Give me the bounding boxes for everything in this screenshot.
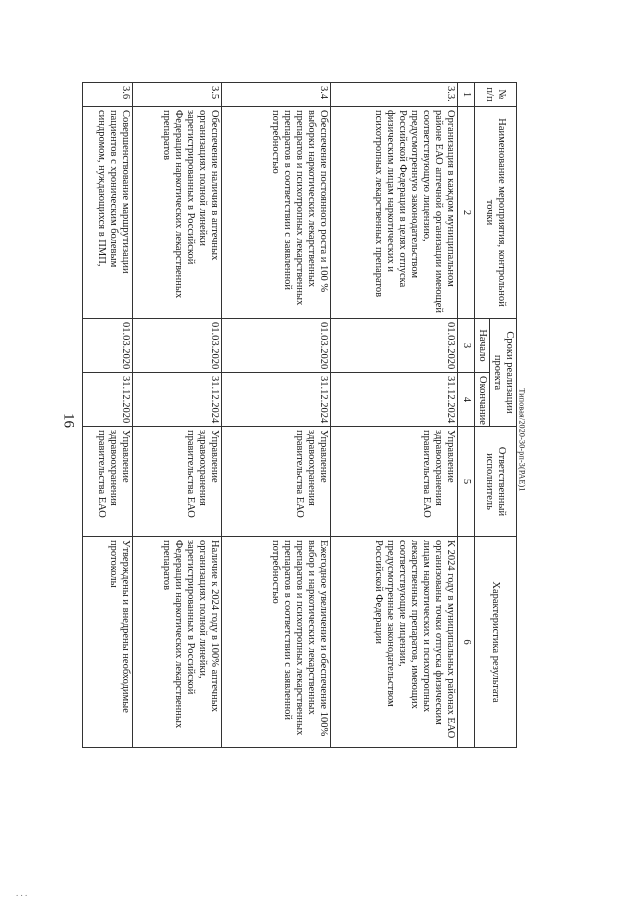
row-measure: Организация в каждом муниципальном районе ЕАО аптечной организации имеющей соответствующую лицензию, предусмотренную законодательством Российской Федерации в целях отпуска физическим лицам наркотических и психотропных лекарственных препаратов bbox=[331, 107, 458, 319]
row-end-date: 31.12.2024 bbox=[222, 373, 331, 427]
header-timeline: Сроки реализации проекта bbox=[489, 319, 516, 427]
row-start-date: 01.03.2020 bbox=[133, 319, 222, 373]
row-number: 3.4 bbox=[222, 83, 331, 107]
header-end: Окончание bbox=[474, 373, 489, 427]
column-number-row bbox=[458, 83, 474, 748]
row-measure: Обеспечение постоянного роста и 100 % выборки наркотических лекарственных препаратов и психотропных лекарственных препаратов в соответствии с заявленной потребностью bbox=[222, 107, 331, 319]
row-end-date: 31.12.2024 bbox=[133, 373, 222, 427]
header-name: Наименование мероприятия, контрольной точки bbox=[474, 107, 516, 319]
header-executor: Ответственный исполнитель bbox=[474, 427, 516, 537]
row-executor: Управление здравоохранения правительства ЕАО bbox=[83, 427, 133, 537]
row-number: 3.5 bbox=[133, 83, 222, 107]
table-row bbox=[222, 83, 331, 748]
col-num: 5 bbox=[458, 427, 474, 537]
rotated-table-container bbox=[82, 82, 517, 747]
table-row bbox=[133, 83, 222, 748]
header-result: Характеристика результата bbox=[474, 537, 516, 748]
table-row bbox=[331, 83, 458, 748]
row-executor: Управление здравоохранения правительства ЕАО bbox=[222, 427, 331, 537]
measures-table bbox=[82, 82, 517, 748]
col-num: 6 bbox=[458, 537, 474, 748]
row-result: Утверждены и внедрены необходимые протоколы bbox=[83, 537, 133, 748]
row-start-date: 01.03.2020 bbox=[331, 319, 458, 373]
col-num: 1 bbox=[458, 83, 474, 107]
row-result: Наличие к 2024 году в 100% аптечных организациях полной линейки, зарегистрированных в Российской Федерации наркотических лекарственных препаратов bbox=[133, 537, 222, 748]
corner-mark: . . . bbox=[16, 888, 28, 898]
row-measure: Совершенствование маршрутизации пациентов с хроническим болевым синдромом, нуждающихся в ПМП, bbox=[83, 107, 133, 319]
row-measure: Обеспечение наличия в аптечных организациях полной линейки зарегистрированных в Российской Федерации наркотических лекарственных препаратов bbox=[133, 107, 222, 319]
header-start: Начало bbox=[474, 319, 489, 373]
row-end-date: 31.12.2024 bbox=[331, 373, 458, 427]
row-result: К 2024 году в муниципальных районах ЕАО организованы точки отпуска физическим лицам наркотических и психотропных лекарственных препаратов, имеющих соответствующие лицензии, предусмотренные законодательством Российской Федерации bbox=[331, 537, 458, 748]
header-row bbox=[489, 83, 516, 748]
document-stamp: Типовая/2020-30-рп-3(РАЕ)1 bbox=[517, 388, 527, 492]
col-num: 2 bbox=[458, 107, 474, 319]
col-num: 4 bbox=[458, 373, 474, 427]
row-start-date: 01.03.2020 bbox=[83, 319, 133, 373]
header-number: № п/п bbox=[474, 83, 516, 107]
row-executor: Управление здравоохранения правительства ЕАО bbox=[331, 427, 458, 537]
row-end-date: 31.12.2020 bbox=[83, 373, 133, 427]
page-number: 16 bbox=[60, 413, 77, 428]
row-number: 3.3. bbox=[331, 83, 458, 107]
row-start-date: 01.03.2020 bbox=[222, 319, 331, 373]
row-result: Ежегодное увеличение и обеспечение 100% выбор и наркотических лекарственных препаратов и психотропных лекарственных препаратов в соответствии с заявленной потребностью bbox=[222, 537, 331, 748]
table-row bbox=[83, 83, 133, 748]
row-number: 3.6 bbox=[83, 83, 133, 107]
col-num: 3 bbox=[458, 319, 474, 373]
row-executor: Управление здравоохранения правительства ЕАО bbox=[133, 427, 222, 537]
